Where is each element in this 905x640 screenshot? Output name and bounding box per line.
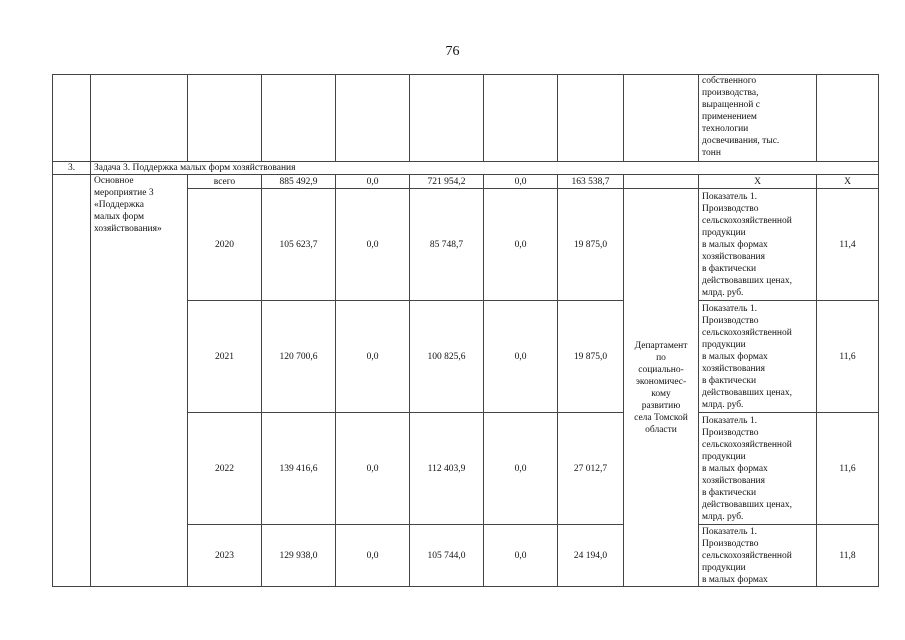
task-row (53, 162, 879, 175)
cell-empty (262, 75, 336, 162)
local-cell: 0,0 (484, 175, 558, 189)
total-cell: 129 938,0 (262, 525, 336, 587)
cell-empty (558, 75, 624, 162)
cell-empty (484, 75, 558, 162)
cell-empty (624, 175, 699, 189)
year-cell: всего (188, 175, 262, 189)
federal-cell: 0,0 (336, 525, 410, 587)
federal-cell: 0,0 (336, 301, 410, 413)
regional-cell: 721 954,2 (410, 175, 484, 189)
regional-cell: 85 748,7 (410, 189, 484, 301)
task-title: Задача 3. Поддержка малых форм хозяйствования (91, 162, 879, 175)
cell-empty (91, 75, 188, 162)
federal-cell: 0,0 (336, 175, 410, 189)
value-cell: 11,4 (817, 189, 879, 301)
local-cell: 0,0 (484, 525, 558, 587)
indicator-cell: Показатель 1. Производство сельскохозяйственной продукции в малых формах хозяйствования в фактически действовавших ценах, млрд. руб. (699, 413, 817, 525)
other-cell: 27 012,7 (558, 413, 624, 525)
indicator-cell: Показатель 1. Производство сельскохозяйственной продукции в малых формах хозяйствования в фактически действовавших ценах, млрд. руб. (699, 301, 817, 413)
total-row (53, 175, 879, 189)
indicator-cell: X (699, 175, 817, 189)
total-cell: 105 623,7 (262, 189, 336, 301)
other-cell: 163 538,7 (558, 175, 624, 189)
value-cell: 11,6 (817, 301, 879, 413)
regional-cell: 100 825,6 (410, 301, 484, 413)
cell-empty (188, 75, 262, 162)
year-cell: 2021 (188, 301, 262, 413)
total-cell: 139 416,6 (262, 413, 336, 525)
value-cell: X (817, 175, 879, 189)
total-cell: 120 700,6 (262, 301, 336, 413)
indicator-cell: Показатель 1. Производство сельскохозяйственной продукции в малых формах хозяйствования в фактически действовавших ценах, млрд. руб. (699, 189, 817, 301)
local-cell: 0,0 (484, 413, 558, 525)
year-cell: 2023 (188, 525, 262, 587)
regional-cell: 105 744,0 (410, 525, 484, 587)
federal-cell: 0,0 (336, 189, 410, 301)
year-cell: 2022 (188, 413, 262, 525)
executor-cell: Департамент по социально- экономичес- кому развитию села Томской области (624, 189, 699, 587)
other-cell: 24 194,0 (558, 525, 624, 587)
indicator-cell: Показатель 1. Производство сельскохозяйственной продукции в малых формах (699, 525, 817, 587)
other-cell: 19 875,0 (558, 301, 624, 413)
measure-name: Основное мероприятие 3 «Поддержка малых форм хозяйствования» (91, 175, 188, 587)
program-table (52, 74, 879, 587)
indicator-cell: собственного производства, выращенной с применением технологии досвечивания, тыс. тонн (699, 75, 817, 162)
cell-empty (336, 75, 410, 162)
cell-empty (817, 75, 879, 162)
continuation-row (53, 75, 879, 162)
total-cell: 885 492,9 (262, 175, 336, 189)
cell-empty (410, 75, 484, 162)
local-cell: 0,0 (484, 189, 558, 301)
federal-cell: 0,0 (336, 413, 410, 525)
page-number: 76 (445, 44, 460, 59)
regional-cell: 112 403,9 (410, 413, 484, 525)
local-cell: 0,0 (484, 301, 558, 413)
year-cell: 2020 (188, 189, 262, 301)
cell-empty (624, 75, 699, 162)
other-cell: 19 875,0 (558, 189, 624, 301)
cell-empty (53, 75, 91, 162)
task-number: 3. (53, 162, 91, 175)
value-cell: 11,6 (817, 413, 879, 525)
value-cell: 11,8 (817, 525, 879, 587)
cell-empty (53, 175, 91, 587)
